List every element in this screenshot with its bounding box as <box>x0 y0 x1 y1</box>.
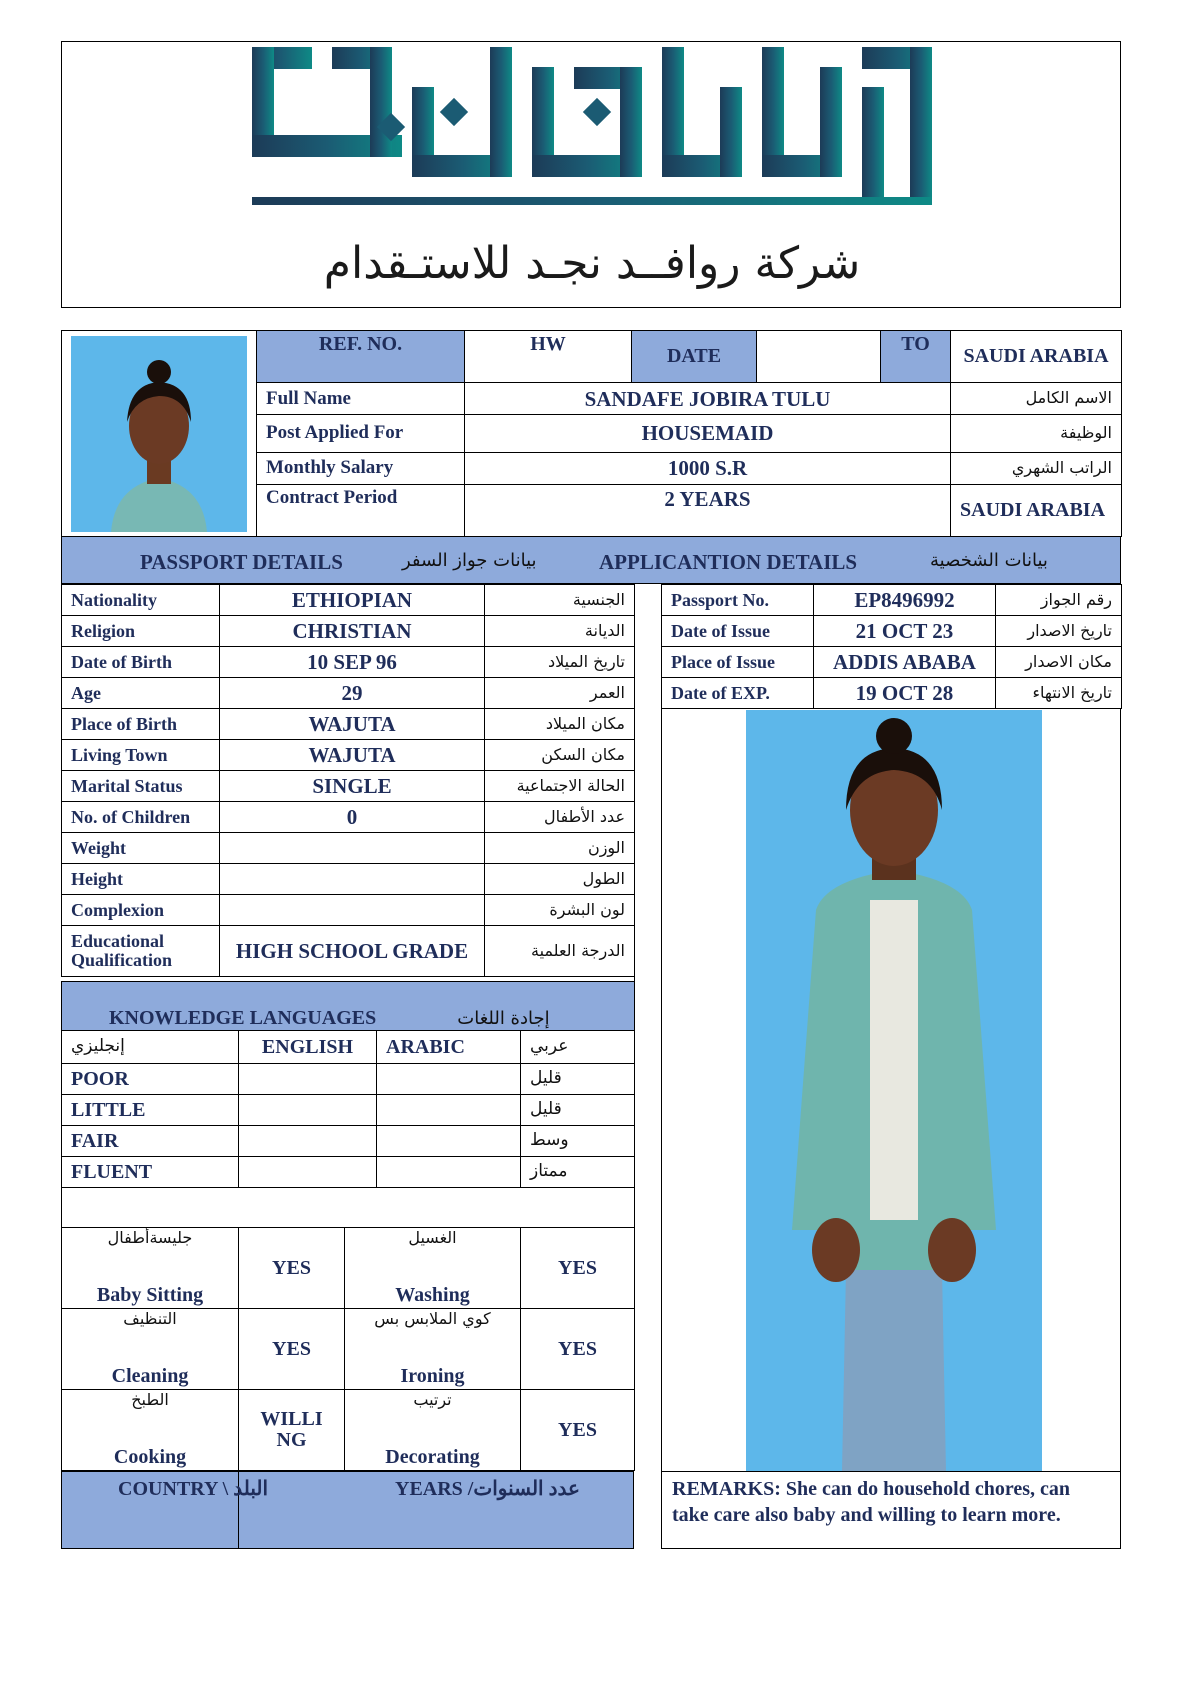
personal-row <box>62 833 635 864</box>
application-details-title-ar: بيانات الشخصية <box>930 550 1048 571</box>
personal-row <box>62 678 635 709</box>
skill-right <box>345 1309 521 1390</box>
remarks-text: REMARKS: She can do household chores, can take care also baby and willing to learn more. <box>672 1478 1071 1526</box>
ref-value: HW <box>465 331 632 383</box>
language-arabic-value <box>377 1157 521 1188</box>
passport-arabic: تاريخ الاصدار <box>996 616 1122 647</box>
skill-right-ar: ترتيب <box>413 1390 452 1409</box>
language-row <box>62 1157 635 1188</box>
passport-arabic: رقم الجواز <box>996 585 1122 616</box>
top-info <box>61 330 1121 537</box>
personal-arabic: الدرجة العلمية <box>485 926 635 977</box>
personal-row <box>62 802 635 833</box>
logo-header <box>61 41 1121 308</box>
language-arabic-value <box>377 1095 521 1126</box>
language-row <box>62 1126 635 1157</box>
date-label: DATE <box>632 331 757 383</box>
language-english-value <box>239 1126 377 1157</box>
passport-row <box>662 647 1122 678</box>
skill-right-ar: كوي الملابس بس <box>374 1309 491 1328</box>
personal-row <box>62 895 635 926</box>
languages-title-ar: إجادة اللغات <box>457 1008 550 1029</box>
passport-value: EP8496992 <box>814 585 996 616</box>
passport-row <box>662 585 1122 616</box>
job-value: SANDAFE JOBIRA TULU <box>465 383 951 415</box>
personal-row <box>62 709 635 740</box>
applicant-photo-small <box>62 331 257 537</box>
personal-label: Complexion <box>62 895 220 926</box>
personal-arabic: الحالة الاجتماعية <box>485 771 635 802</box>
personal-label: Religion <box>62 616 220 647</box>
personal-value <box>220 895 485 926</box>
personal-arabic: تاريخ الميلاد <box>485 647 635 678</box>
to-label: TO <box>881 331 951 383</box>
job-label: Monthly Salary <box>257 452 465 484</box>
skill-left-value: YES <box>239 1228 345 1309</box>
years-label: YEARS /عدد السنوات <box>395 1478 580 1500</box>
personal-label: Height <box>62 864 220 895</box>
personal-label: Weight <box>62 833 220 864</box>
personal-arabic: العمر <box>485 678 635 709</box>
language-level-ar: قليل <box>521 1095 635 1126</box>
skill-left-ar: جليسةأطفال <box>107 1228 193 1247</box>
skill-right-value: YES <box>521 1228 635 1309</box>
language-english-value <box>239 1157 377 1188</box>
personal-label: Marital Status <box>62 771 220 802</box>
personal-arabic: الوزن <box>485 833 635 864</box>
personal-value: WAJUTA <box>220 709 485 740</box>
personal-label: Age <box>62 678 220 709</box>
personal-row <box>62 585 635 616</box>
applicant-photo-large <box>746 710 1042 1471</box>
personal-value: CHRISTIAN <box>220 616 485 647</box>
passport-label: Date of Issue <box>662 616 814 647</box>
language-arabic-value <box>377 1064 521 1095</box>
personal-label: Educational Qualification <box>62 926 220 977</box>
language-level: LITTLE <box>62 1095 239 1126</box>
personal-arabic: عدد الأطفال <box>485 802 635 833</box>
personal-label: Place of Birth <box>62 709 220 740</box>
skill-left-ar: التنظيف <box>123 1309 177 1328</box>
skill-right <box>345 1228 521 1309</box>
personal-label: No. of Children <box>62 802 220 833</box>
language-level: FLUENT <box>62 1157 239 1188</box>
ref-label: REF. NO. <box>257 331 465 383</box>
language-level-ar: وسط <box>521 1126 635 1157</box>
skill-left-en: Baby Sitting <box>96 1284 204 1306</box>
personal-arabic: الديانة <box>485 616 635 647</box>
passport-label: Passport No. <box>662 585 814 616</box>
skill-left <box>62 1228 239 1309</box>
left-spacer <box>634 584 661 1471</box>
lang-ar-right: عربي <box>521 1031 635 1064</box>
passport-details-title: PASSPORT DETAILS <box>140 550 343 574</box>
passport-label: Place of Issue <box>662 647 814 678</box>
passport-row <box>662 616 1122 647</box>
skill-left-ar: الطبخ <box>131 1390 169 1409</box>
job-arabic: الاسم الكامل <box>951 383 1122 415</box>
skill-row <box>62 1309 635 1390</box>
personal-label: Living Town <box>62 740 220 771</box>
passport-value: 21 OCT 23 <box>814 616 996 647</box>
skill-left-en: Cooking <box>113 1446 187 1468</box>
personal-value: HIGH SCHOOL GRADE <box>220 926 485 977</box>
skill-left-value: YES <box>239 1309 345 1390</box>
country-label: COUNTRY \ البلد <box>118 1478 269 1500</box>
skill-right-value: YES <box>521 1390 635 1471</box>
personal-value <box>220 833 485 864</box>
lang-english-header: ENGLISH <box>239 1031 377 1064</box>
job-label: Post Applied For <box>257 415 465 453</box>
personal-arabic: مكان الميلاد <box>485 709 635 740</box>
personal-value: SINGLE <box>220 771 485 802</box>
language-level-ar: قليل <box>521 1064 635 1095</box>
lang-ar-left: إنجليزي <box>62 1031 239 1064</box>
skill-right <box>345 1390 521 1471</box>
passport-details <box>661 584 1121 709</box>
personal-details <box>61 584 634 977</box>
job-value: 1000 S.R <box>465 452 951 484</box>
personal-row <box>62 740 635 771</box>
personal-row <box>62 647 635 678</box>
passport-row <box>662 678 1122 709</box>
personal-row <box>62 864 635 895</box>
passport-arabic: تاريخ الانتهاء <box>996 678 1122 709</box>
language-arabic-value <box>377 1126 521 1157</box>
personal-label: Nationality <box>62 585 220 616</box>
personal-value: 29 <box>220 678 485 709</box>
job-value: HOUSEMAID <box>465 415 951 453</box>
skill-right-value: YES <box>521 1309 635 1390</box>
passport-arabic: مكان الاصدار <box>996 647 1122 678</box>
passport-details-title-ar: بيانات جواز السفر <box>402 550 537 571</box>
section-band <box>61 536 1121 584</box>
personal-arabic: مكان السكن <box>485 740 635 771</box>
job-arabic: SAUDI ARABIA <box>951 484 1122 536</box>
personal-value: ETHIOPIAN <box>220 585 485 616</box>
personal-value: WAJUTA <box>220 740 485 771</box>
skill-left <box>62 1309 239 1390</box>
lang-spacer <box>62 1188 635 1228</box>
languages-title-row <box>62 982 635 1031</box>
personal-row <box>62 771 635 802</box>
skill-left <box>62 1390 239 1471</box>
personal-arabic: الطول <box>485 864 635 895</box>
lang-arabic-header: ARABIC <box>377 1031 521 1064</box>
job-label: Contract Period <box>257 484 465 536</box>
languages-section <box>61 981 634 1228</box>
personal-row <box>62 616 635 647</box>
to-value: SAUDI ARABIA <box>951 331 1122 383</box>
personal-arabic: الجنسية <box>485 585 635 616</box>
skill-right-en: Washing <box>395 1284 470 1306</box>
experience-band <box>61 1471 634 1549</box>
remarks-box <box>661 1471 1121 1549</box>
language-english-value <box>239 1095 377 1126</box>
passport-value: 19 OCT 28 <box>814 678 996 709</box>
language-english-value <box>239 1064 377 1095</box>
skill-row <box>62 1390 635 1471</box>
languages-title: KNOWLEDGE LANGUAGES <box>109 1007 377 1029</box>
personal-value: 0 <box>220 802 485 833</box>
personal-value: 10 SEP 96 <box>220 647 485 678</box>
company-arabic-name: شركة روافــد نجـد للاستـقدام <box>323 238 861 289</box>
passport-value: ADDIS ABABA <box>814 647 996 678</box>
date-value <box>757 331 881 383</box>
personal-row <box>62 926 635 977</box>
application-details-title: APPLICANTION DETAILS <box>599 550 858 574</box>
language-row <box>62 1064 635 1095</box>
skill-left-value: WILLI NG <box>239 1390 345 1471</box>
skill-right-ar: الغسيل <box>408 1228 457 1247</box>
personal-value <box>220 864 485 895</box>
job-value: 2 YEARS <box>465 484 951 536</box>
skill-left-en: Cleaning <box>111 1365 189 1387</box>
skill-right-en: Decorating <box>385 1446 480 1468</box>
skills-section <box>61 1227 634 1471</box>
company-logo <box>252 42 932 232</box>
passport-label: Date of EXP. <box>662 678 814 709</box>
job-arabic: الوظيفة <box>951 415 1122 453</box>
job-arabic: الراتب الشهري <box>951 452 1122 484</box>
personal-label: Date of Birth <box>62 647 220 678</box>
language-row <box>62 1095 635 1126</box>
skill-row <box>62 1228 635 1309</box>
language-level-ar: ممتاز <box>521 1157 635 1188</box>
personal-arabic: لون البشرة <box>485 895 635 926</box>
language-level: POOR <box>62 1064 239 1095</box>
skill-right-en: Ironing <box>400 1365 465 1387</box>
language-level: FAIR <box>62 1126 239 1157</box>
job-label: Full Name <box>257 383 465 415</box>
